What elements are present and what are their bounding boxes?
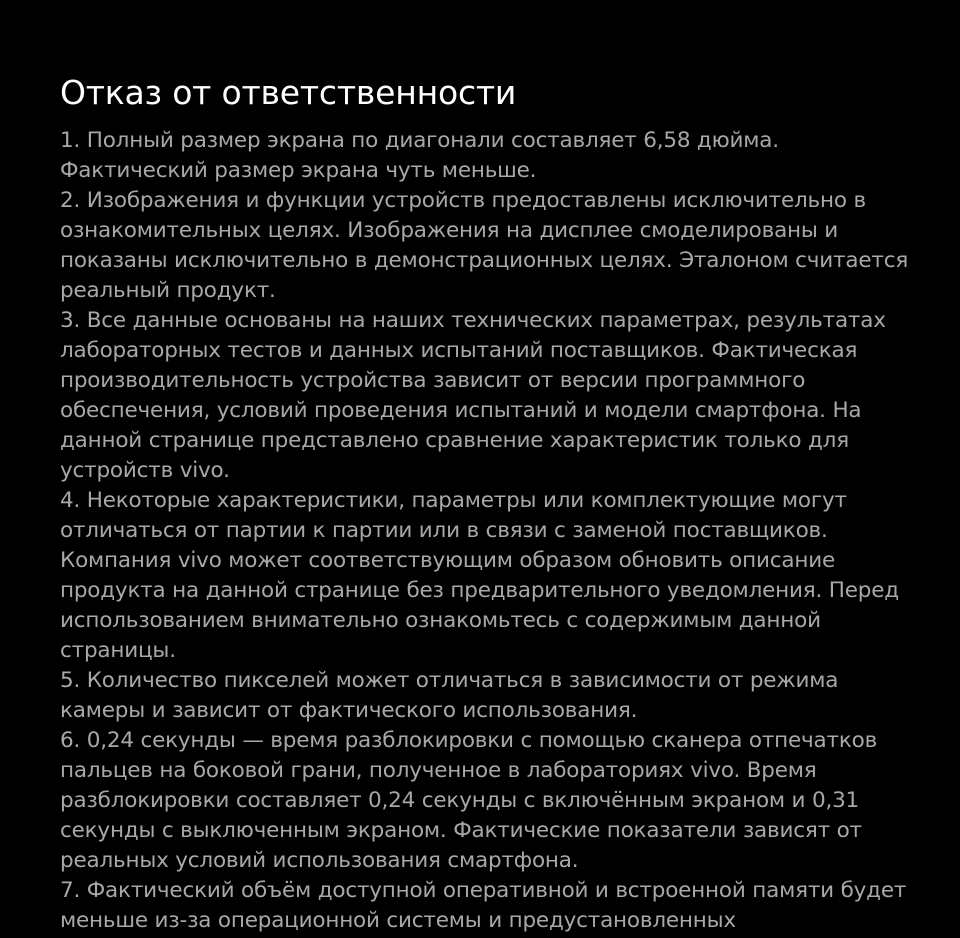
disclaimer-item-3: 3. Все данные основаны на наших технических параметрах, результатах лабораторных тестов и данных испытаний поставщиков. Фактическая производительность устройства зависит от версии программного обеспечения, условий проведения испытаний и модели смартфона. На данной странице представлено сравнение характеристик только для устройств vivo. bbox=[60, 308, 886, 483]
disclaimer-item-5: 5. Количество пикселей может отличаться в зависимости от режима камеры и зависит от фактического использования. bbox=[60, 668, 839, 723]
disclaimer-item-6: 6. 0,24 секунды — время разблокировки с помощью сканера отпечатков пальцев на боковой грани, полученное в лабораториях vivo. Время разблокировки составляет 0,24 секунды с включённым экраном и 0,31 секунды с выключенным экраном. Фактические показатели зависят от реальных условий использования смартфона. bbox=[60, 728, 878, 873]
disclaimer-section bbox=[60, 72, 920, 936]
disclaimer-item-4: 4. Некоторые характеристики, параметры или комплектующие могут отличаться от партии к партии или в связи с заменой поставщиков. Компания vivo может соответствующим образом обновить описание продукта на данной странице без предварительного уведомления. Перед использованием внимательно ознакомьтесь с содержимым данной страницы. bbox=[60, 488, 899, 663]
disclaimer-list bbox=[60, 126, 920, 936]
disclaimer-title: Отказ от ответственности bbox=[60, 73, 517, 112]
disclaimer-item-1: 1. Полный размер экрана по диагонали составляет 6,58 дюйма. Фактический размер экрана чуть меньше. bbox=[60, 128, 779, 183]
disclaimer-item-2: 2. Изображения и функции устройств предоставлены исключительно в ознакомительных целях. Изображения на дисплее смоделированы и показаны исключительно в демонстрационных целях. Эталоном считается реальный продукт. bbox=[60, 188, 909, 303]
disclaimer-item-7: 7. Фактический объём доступной оперативной и встроенной памяти будет меньше из-за операционной системы и предустановленных bbox=[60, 878, 907, 933]
